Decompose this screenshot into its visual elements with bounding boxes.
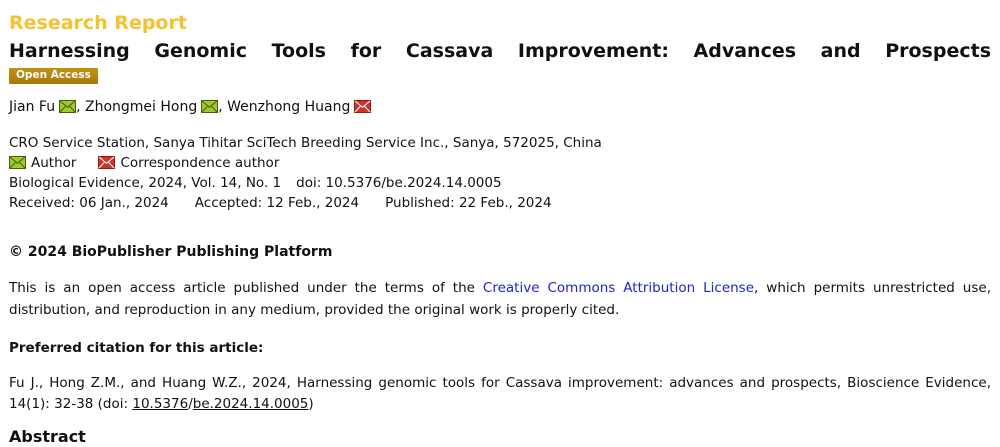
creative-commons-license-link[interactable]: Creative Commons Attribution License xyxy=(482,280,755,296)
license-text-before: This is an open access article published under the terms of the xyxy=(9,280,483,296)
category-label: Research Report xyxy=(9,12,187,34)
author-separator: , xyxy=(218,99,228,115)
open-access-badge: Open Access xyxy=(9,68,98,84)
citation-text-end: ) xyxy=(308,395,314,412)
author-name: Jian Fu xyxy=(9,99,56,115)
article-meta-block xyxy=(9,133,991,213)
doi-prefix-link[interactable]: 10.5376 xyxy=(132,395,189,412)
author-legend-label: Author xyxy=(31,155,77,171)
abstract-heading: Abstract xyxy=(9,427,86,446)
envelope-legend-line xyxy=(9,153,991,173)
correspondence-legend-label: Correspondence author xyxy=(120,155,280,171)
accepted-date: Accepted: 12 Feb., 2024 xyxy=(194,195,360,211)
author-separator: , xyxy=(76,99,85,115)
doi-suffix-link[interactable]: be.2024.14.0005 xyxy=(192,395,309,412)
received-date: Received: 06 Jan., 2024 xyxy=(9,195,169,211)
author-name: Zhongmei Hong xyxy=(85,99,198,115)
green-envelope-icon[interactable] xyxy=(55,99,76,115)
author-name: Wenzhong Huang xyxy=(227,99,351,115)
citation-paragraph xyxy=(9,373,991,414)
red-envelope-icon[interactable] xyxy=(350,99,371,115)
citation-text: Fu J., Hong Z.M., and Huang W.Z., 2024, Harnessing genomic tools for Cassava improvement: advances and prospects, Bioscience Evidence, 14(1): 32-38 (doi: xyxy=(9,375,991,412)
license-paragraph xyxy=(9,278,991,321)
published-date: Published: 22 Feb., 2024 xyxy=(385,195,552,211)
journal-info-line xyxy=(9,173,991,193)
doi-text: doi: 10.5376/be.2024.14.0005 xyxy=(296,175,502,191)
dates-line xyxy=(9,193,991,213)
green-envelope-icon[interactable] xyxy=(197,99,218,115)
authors-line xyxy=(9,98,991,117)
affiliation-line xyxy=(9,133,991,153)
copyright-line: © 2024 BioPublisher Publishing Platform xyxy=(9,244,333,260)
doi-separator: / xyxy=(188,395,193,412)
license-text-after: , which permits unrestricted use, distribution, and reproduction in any medium, provided the original work is properly cited. xyxy=(9,280,991,318)
affiliation-text: CRO Service Station, Sanya Tihitar SciTech Breeding Service Inc., Sanya, 572025, China xyxy=(9,135,602,151)
green-envelope-icon xyxy=(9,155,31,171)
red-envelope-icon xyxy=(98,155,120,171)
article-title: Harnessing Genomic Tools for Cassava Improvement: Advances and Prospects xyxy=(9,40,991,62)
journal-volume-text: Biological Evidence, 2024, Vol. 14, No. 1 xyxy=(9,175,282,191)
citation-heading: Preferred citation for this article: xyxy=(9,340,264,356)
